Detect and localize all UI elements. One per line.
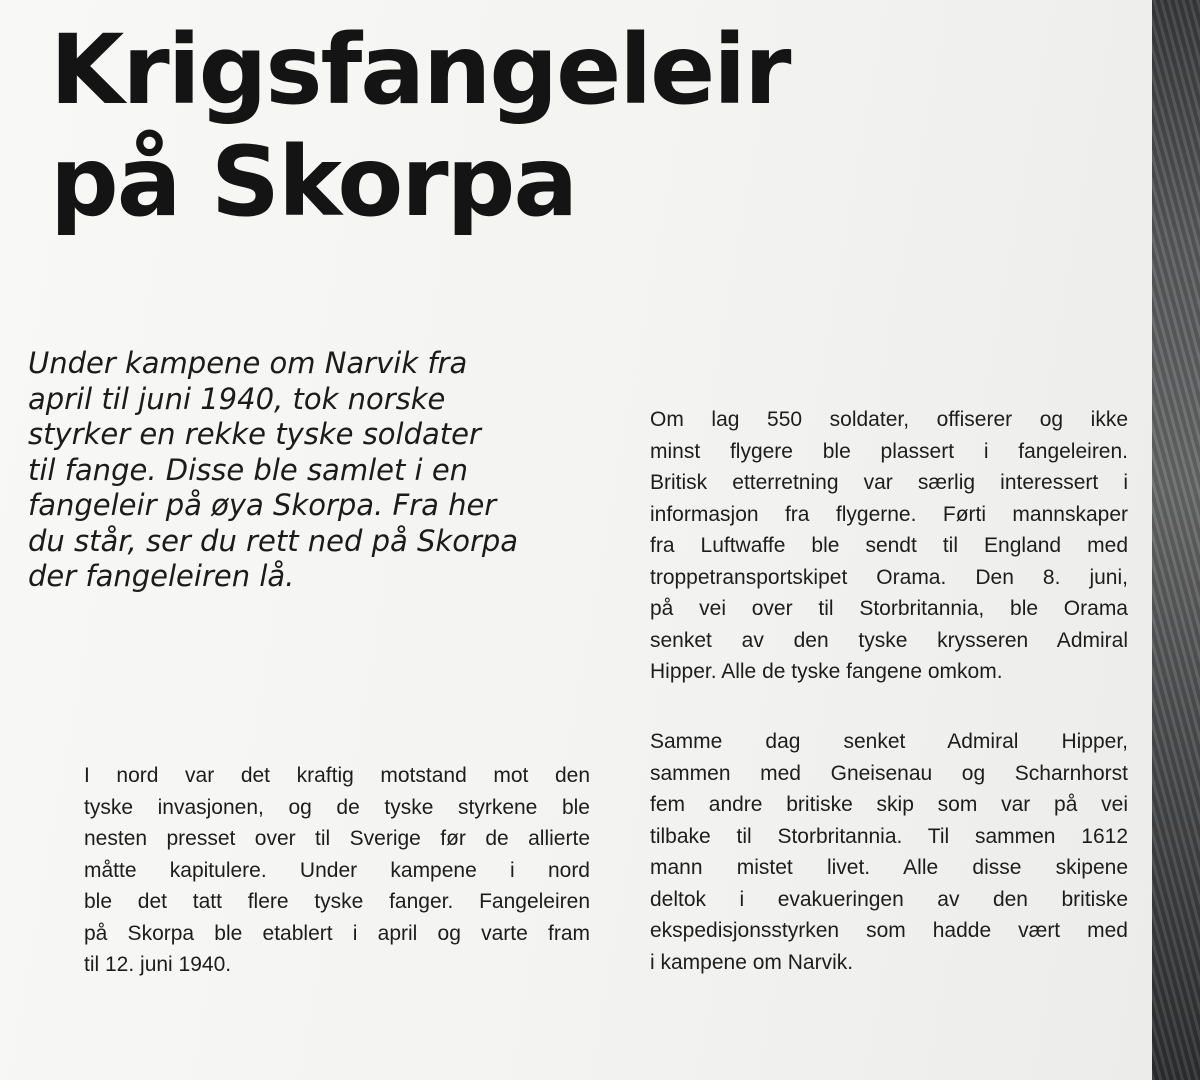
- paragraph-line: i kampene om Narvik.: [650, 950, 854, 974]
- paragraph-line: troppetransportskipet Orama. Den 8. juni,: [650, 565, 1128, 589]
- paragraph-line: Om lag 550 soldater, offiserer og ikke: [650, 408, 1128, 431]
- paragraph-line: deltok i evakueringen av den britiske: [650, 887, 1128, 911]
- paragraph-line: nesten presset over til Sverige før de allierte: [84, 827, 590, 850]
- paragraph-line: sammen med Gneisenau og Scharnhorst: [650, 761, 1128, 785]
- paragraph-line: Samme dag senket Admiral Hipper,: [650, 730, 1128, 753]
- intro-line: du står, ser du rett ned på Skorpa: [28, 523, 519, 558]
- intro-line: Under kampene om Narvik fra: [28, 346, 468, 380]
- intro-paragraph: [28, 346, 518, 595]
- right-paragraph-prisoners: [650, 404, 1128, 688]
- intro-line: til fange. Disse ble samlet i en: [28, 452, 469, 487]
- paragraph-line: tilbake til Storbritannia. Til sammen 1612: [650, 824, 1128, 848]
- background-photo-edge: [1152, 0, 1200, 1080]
- intro-line: styrker en rekke tyske soldater: [28, 417, 481, 451]
- title-line: på Skorpa: [50, 126, 577, 238]
- intro-line: fangeleir på øya Skorpa. Fra her: [28, 488, 497, 522]
- paragraph-line: mann mistet livet. Alle disse skipene: [650, 856, 1128, 879]
- paragraph-line: ble det tatt flere tyske fanger. Fangeleiren: [84, 890, 590, 913]
- paragraph-line: ekspedisjonsstyrken som hadde vært med: [650, 919, 1128, 942]
- paragraph-line: tyske invasjonen, og de tyske styrkene ble: [84, 795, 590, 819]
- left-paragraph-resistance: [84, 760, 590, 981]
- intro-line: der fangeleiren lå.: [28, 559, 295, 593]
- paragraph-line: I nord var det kraftig motstand mot den: [84, 764, 590, 787]
- paragraph-line: senket av den tyske krysseren Admiral: [650, 628, 1128, 652]
- title-line: Krigsfangeleir: [50, 14, 790, 126]
- intro-line: april til juni 1940, tok norske: [28, 381, 446, 416]
- paragraph-line: informasjon fra flygerne. Førti mannskaper: [650, 502, 1128, 526]
- paragraph-line: fem andre britiske skip som var på vei: [650, 793, 1128, 816]
- paragraph-line: på Skorpa ble etablert i april og varte fram: [84, 921, 590, 945]
- right-paragraph-ships: [650, 726, 1128, 978]
- paragraph-line: fra Luftwaffe ble sendt til England med: [650, 534, 1128, 557]
- paragraph-line: Britisk etterretning var særlig interessert i: [650, 471, 1128, 494]
- sign-title: [50, 14, 789, 238]
- paragraph-line: Hipper. Alle de tyske fangene omkom.: [650, 660, 1003, 683]
- paragraph-line: på vei over til Storbritannia, ble Orama: [650, 597, 1128, 620]
- paragraph-line: til 12. juni 1940.: [84, 953, 232, 976]
- paragraph-line: måtte kapitulere. Under kampene i nord: [84, 858, 590, 882]
- paragraph-line: minst flygere ble plassert i fangeleiren.: [650, 439, 1128, 463]
